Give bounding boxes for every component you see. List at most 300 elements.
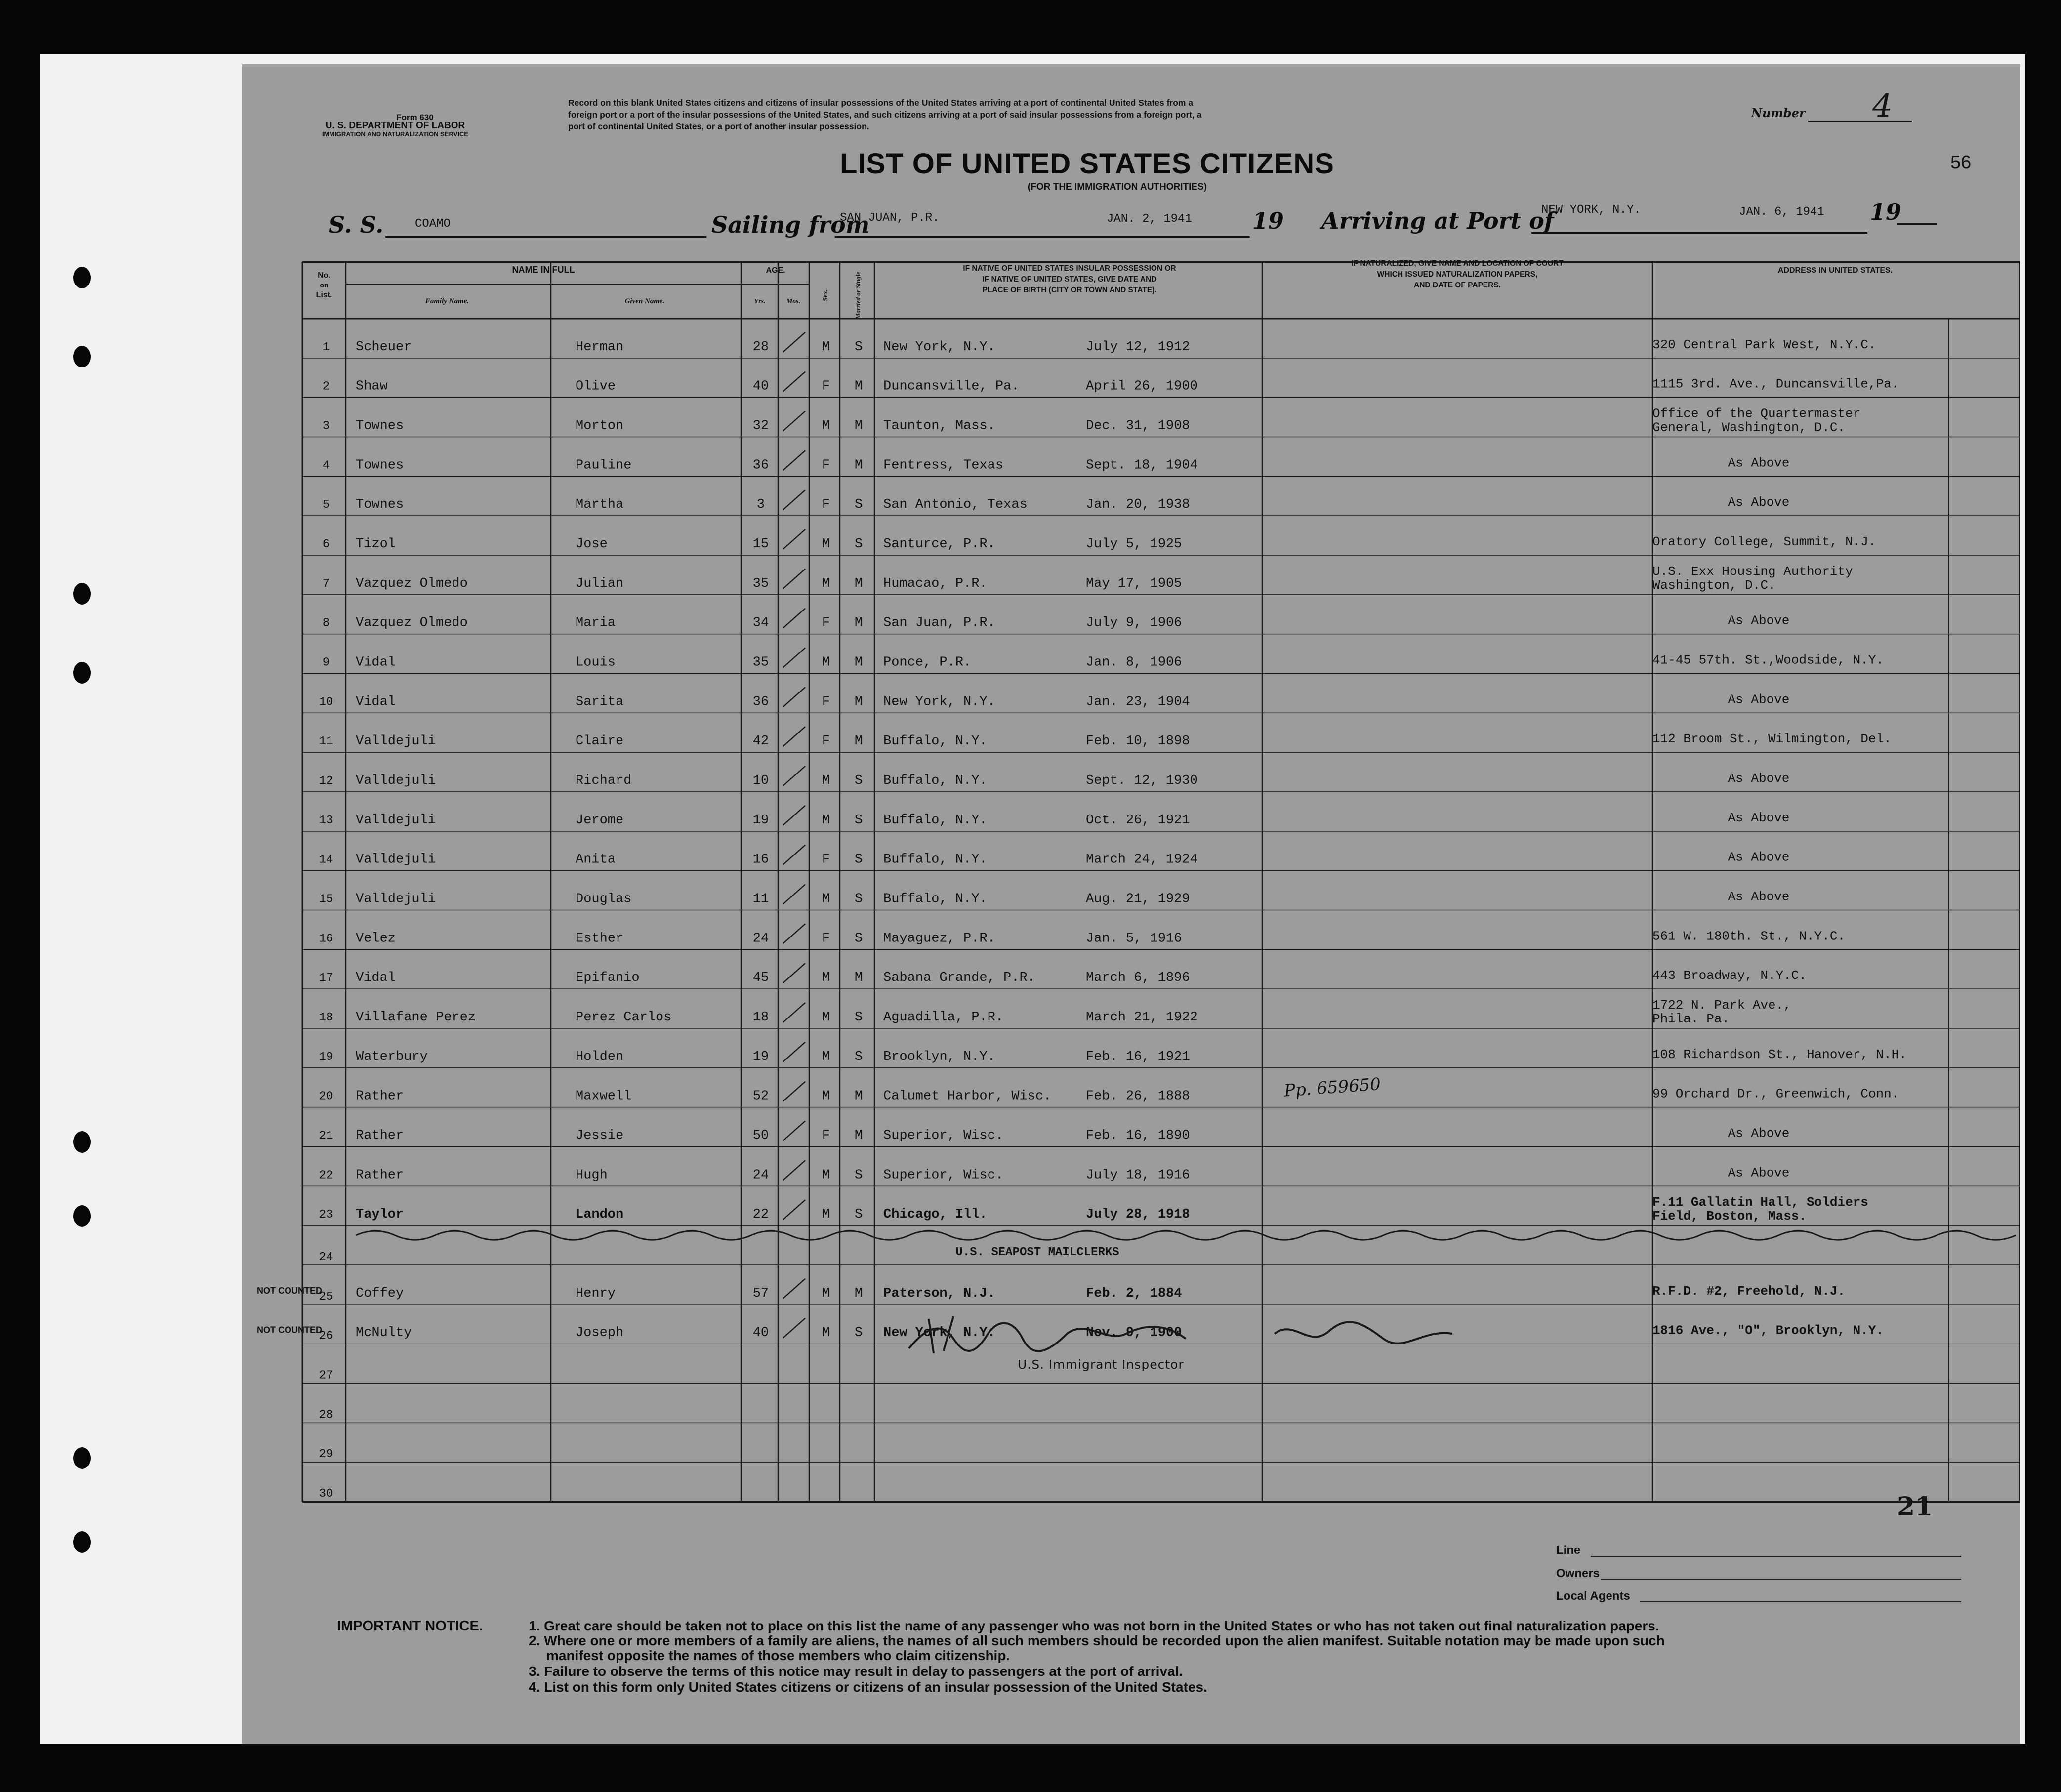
departure-year-label: 19	[1252, 207, 1284, 234]
col-header-name: NAME IN FULL	[512, 265, 575, 275]
sex: M	[822, 1286, 830, 1301]
sex: M	[822, 1010, 830, 1025]
sex: M	[822, 1089, 830, 1104]
address: Field, Boston, Mass.	[1652, 1209, 1807, 1224]
family-name: Tizol	[356, 537, 396, 552]
col-header-given: Given Name.	[624, 297, 665, 305]
birth-date: Feb. 2, 1884	[1086, 1286, 1182, 1301]
birth-place: New York, N.Y.	[883, 1325, 995, 1341]
age-years: 3	[756, 497, 765, 513]
row-number: 19	[319, 1050, 333, 1064]
notice-item: 3. Failure to observe the terms of this notice may result in delay to passengers at the port of arrival.	[529, 1664, 1183, 1679]
col-header-birth: IF NATIVE OF UNITED STATES INSULAR POSSESSION OR	[963, 264, 1176, 273]
corner-number: 21	[1897, 1492, 1933, 1522]
birth-place: San Antonio, Texas	[883, 497, 1028, 513]
form-subtitle: (FOR THE IMMIGRATION AUTHORITIES)	[1028, 182, 1207, 192]
col-header-naturalized: AND DATE OF PAPERS.	[1414, 281, 1501, 289]
sailing-from: SAN JUAN, P.R.	[840, 211, 940, 225]
age-months-tick	[783, 727, 805, 746]
age-months-tick	[783, 648, 805, 668]
naturalization-note: Pp. 659650	[1283, 1074, 1382, 1101]
family-name: Vazquez Olmedo	[356, 576, 468, 591]
birth-date: March 24, 1924	[1086, 852, 1198, 867]
family-name: McNulty	[356, 1325, 412, 1341]
col-header-no: on	[320, 281, 329, 289]
marital-status: S	[854, 1168, 863, 1183]
marital-status: S	[854, 537, 863, 552]
sex: F	[822, 458, 830, 473]
sex: F	[822, 615, 830, 631]
age-months-tick	[783, 1160, 805, 1180]
age-years: 35	[752, 576, 769, 591]
col-header-no: List.	[316, 291, 332, 299]
address: As Above	[1728, 850, 1790, 865]
marital-status: M	[854, 655, 863, 670]
address: 443 Broadway, N.Y.C.	[1652, 968, 1807, 983]
given-name: Jerome	[576, 813, 624, 828]
address: R.F.D. #2, Freehold, N.J.	[1652, 1283, 1846, 1299]
age-months-tick	[783, 1279, 805, 1299]
birth-date: July 28, 1918	[1086, 1207, 1190, 1222]
birth-date: Feb. 16, 1921	[1086, 1049, 1190, 1064]
sex: M	[822, 576, 830, 591]
arrival-year-label: 19	[1870, 199, 1902, 225]
given-name: Sarita	[576, 694, 624, 710]
birth-date: March 21, 1922	[1086, 1010, 1198, 1025]
marital-status: S	[854, 1049, 863, 1064]
row-number: 2	[322, 380, 330, 394]
family-name: Rather	[356, 1089, 404, 1104]
sex: M	[822, 537, 830, 552]
birth-date: Sept. 18, 1904	[1086, 458, 1198, 473]
age-years: 16	[752, 852, 769, 867]
form-title: LIST OF UNITED STATES CITIZENS	[840, 148, 1334, 180]
birth-place: Santurce, P.R.	[883, 537, 995, 552]
birth-date: July 5, 1925	[1086, 537, 1182, 552]
family-name: Shaw	[356, 379, 388, 394]
age-years: 19	[752, 813, 769, 828]
row-number: 14	[319, 853, 333, 867]
owners-label: Owners	[1556, 1567, 1600, 1580]
row-number: 3	[322, 419, 330, 433]
owners-underline	[1601, 1579, 1961, 1580]
given-name: Jessie	[576, 1128, 624, 1143]
col-header-naturalized: IF NATURALIZED, GIVE NAME AND LOCATION OF COURT	[1351, 259, 1564, 268]
address: 108 Richardson St., Hanover, N.H.	[1652, 1047, 1907, 1062]
marital-status: M	[854, 418, 863, 434]
row-number: 4	[322, 459, 330, 473]
sex: M	[822, 892, 830, 907]
birth-place: Mayaguez, P.R.	[883, 931, 995, 946]
address: Office of the Quartermaster	[1652, 406, 1861, 421]
address: As Above	[1728, 455, 1790, 471]
address: As Above	[1728, 613, 1790, 628]
given-name: Henry	[576, 1286, 616, 1301]
arriving-label: Arriving at Port of	[1321, 207, 1554, 234]
notice-heading: IMPORTANT NOTICE.	[337, 1618, 483, 1634]
ship-name: COAMO	[415, 217, 451, 231]
marital-status: S	[854, 1325, 863, 1341]
age-years: 52	[752, 1089, 769, 1104]
row-number: 17	[319, 972, 333, 985]
given-name: Landon	[576, 1207, 624, 1222]
instruction-line: port of continental United States, or a port of another insular possession.	[568, 122, 869, 131]
address: Washington, D.C.	[1652, 577, 1776, 593]
family-name: Coffey	[356, 1286, 404, 1301]
row-number: 16	[319, 932, 333, 946]
marital-status: M	[854, 1286, 863, 1301]
age-years: 42	[752, 734, 769, 749]
age-years: 35	[752, 655, 769, 670]
birth-date: Feb. 16, 1890	[1086, 1128, 1190, 1143]
address: Phila. Pa.	[1652, 1012, 1730, 1026]
given-name: Joseph	[576, 1325, 624, 1341]
col-header-no: No.	[318, 271, 330, 280]
given-name: Douglas	[576, 892, 632, 907]
sex: M	[822, 1207, 830, 1222]
sex: F	[822, 1128, 830, 1143]
address: F.11 Gallatin Hall, Soldiers	[1652, 1195, 1868, 1210]
given-name: Morton	[576, 418, 624, 434]
marital-status: S	[854, 497, 863, 513]
notice-item: 1. Great care should be taken not to place on this list the name of any passenger who was not born in the United States or who has not taken out final naturalization papers.	[529, 1618, 1659, 1633]
marital-status: S	[854, 339, 863, 355]
birth-place: Buffalo, N.Y.	[883, 852, 988, 867]
address: As Above	[1728, 495, 1790, 510]
row-number: 12	[319, 774, 333, 788]
row-number: 29	[319, 1448, 333, 1462]
marital-status: S	[854, 1207, 863, 1222]
marital-status: S	[854, 931, 863, 946]
sex: F	[822, 852, 830, 867]
col-header-address: ADDRESS IN UNITED STATES.	[1777, 266, 1893, 275]
address: General, Washington, D.C.	[1652, 420, 1846, 435]
service-label: IMMIGRATION AND NATURALIZATION SERVICE	[322, 130, 469, 138]
birth-date: Dec. 31, 1908	[1086, 418, 1190, 434]
birth-date: Sept. 12, 1930	[1086, 774, 1198, 788]
age-months-tick	[783, 372, 805, 392]
address: 1115 3rd. Ave., Duncansville,Pa.	[1652, 376, 1899, 392]
sex: M	[822, 418, 830, 434]
page-number: 56	[1950, 152, 1972, 173]
row-number: 11	[319, 735, 333, 749]
col-header-yrs: Yrs.	[754, 298, 766, 305]
row-number: 1	[322, 340, 330, 354]
birth-date: July 9, 1906	[1086, 615, 1182, 631]
col-header-family: Family Name.	[425, 297, 469, 305]
row-number: 20	[319, 1090, 333, 1103]
family-name: Vidal	[356, 655, 396, 670]
instruction-line: foreign port or a port of the insular possessions of the United States, and such citizens arriving at a port of said insular possessions from a foreign port, a	[568, 110, 1202, 120]
wavy-divider	[356, 1231, 2016, 1240]
age-years: 15	[752, 537, 769, 552]
given-name: Louis	[576, 655, 616, 670]
age-months-tick	[783, 687, 805, 707]
birth-place: Brooklyn, N.Y.	[883, 1049, 995, 1064]
birth-date: April 26, 1900	[1086, 379, 1198, 394]
birth-date: Jan. 23, 1904	[1086, 694, 1190, 710]
age-years: 50	[752, 1128, 769, 1143]
age-months-tick	[783, 1082, 805, 1101]
age-months-tick	[783, 569, 805, 589]
marital-status: M	[854, 734, 863, 749]
age-months-tick	[783, 450, 805, 470]
address: 1816 Ave., "O", Brooklyn, N.Y.	[1652, 1323, 1884, 1338]
birth-place: Superior, Wisc.	[883, 1128, 1004, 1143]
age-months-tick	[783, 1318, 805, 1338]
marital-status: M	[854, 576, 863, 591]
col-header-age: AGE.	[766, 266, 785, 275]
family-name: Townes	[356, 418, 404, 434]
given-name: Martha	[576, 497, 624, 513]
birth-place: Buffalo, N.Y.	[883, 892, 988, 907]
instruction-line: Record on this blank United States citizens and citizens of insular possessions of the United States arriving at a port of continental United States from a	[568, 98, 1194, 108]
sex: M	[822, 774, 830, 788]
birth-date: Nov. 9, 1900	[1086, 1325, 1182, 1341]
given-name: Anita	[576, 852, 616, 867]
marital-status: S	[854, 813, 863, 828]
number-label: Number	[1751, 106, 1806, 120]
row-number: 15	[319, 893, 333, 906]
sex: M	[822, 1325, 830, 1341]
address: 1722 N. Park Ave.,	[1652, 998, 1791, 1013]
row-number: 22	[319, 1169, 333, 1182]
row-number: 23	[319, 1208, 333, 1222]
given-name: Julian	[576, 576, 624, 591]
age-months-tick	[783, 490, 805, 510]
family-name: Townes	[356, 497, 404, 513]
notice-item: 2. Where one or more members of a family are aliens, the names of all such members should be recorded upon the alien manifest. Suitable notation may be made upon such	[529, 1633, 1665, 1648]
birth-place: Calumet Harbor, Wisc.	[883, 1089, 1052, 1104]
col-header-mos: Mos.	[786, 298, 801, 305]
address: As Above	[1728, 889, 1790, 904]
col-header-birth: PLACE OF BIRTH (CITY OR TOWN AND STATE).	[982, 286, 1157, 294]
marital-status: S	[854, 892, 863, 907]
col-header-married: Married or Single	[854, 271, 862, 320]
row-number: 25	[319, 1290, 333, 1303]
sailing-label: Sailing from	[711, 211, 870, 238]
sex: M	[822, 655, 830, 670]
agents-label: Local Agents	[1556, 1589, 1630, 1603]
age-years: 18	[752, 1010, 769, 1025]
age-years: 57	[752, 1286, 769, 1301]
family-name: Valldejuli	[356, 813, 436, 828]
given-name: Hugh	[576, 1168, 608, 1183]
age-months-tick	[783, 1042, 805, 1062]
ss-label: S. S.	[329, 211, 384, 238]
birth-date: July 12, 1912	[1086, 339, 1190, 355]
age-months-tick	[783, 806, 805, 825]
birth-place: Duncansville, Pa.	[883, 379, 1020, 394]
marital-status: M	[854, 1089, 863, 1104]
marital-status: S	[854, 1010, 863, 1025]
marital-status: M	[854, 458, 863, 473]
sex: F	[822, 931, 830, 946]
birth-date: Feb. 10, 1898	[1086, 734, 1190, 749]
birth-place: Taunton, Mass.	[883, 418, 995, 434]
sex: F	[822, 734, 830, 749]
birth-date: May 17, 1905	[1086, 576, 1182, 591]
arrival-port: NEW YORK, N.Y.	[1541, 204, 1641, 217]
sex: F	[822, 497, 830, 513]
given-name: Maria	[576, 615, 616, 631]
age-years: 36	[752, 458, 769, 473]
birth-date: Feb. 26, 1888	[1086, 1089, 1190, 1104]
birth-place: Fentress, Texas	[883, 458, 1004, 473]
address: 561 W. 180th. St., N.Y.C.	[1652, 929, 1846, 944]
address: As Above	[1728, 1165, 1790, 1181]
marital-status: M	[854, 694, 863, 710]
family-name: Velez	[356, 931, 396, 946]
sex: M	[822, 813, 830, 828]
birth-place: Ponce, P.R.	[883, 655, 972, 670]
marital-status: M	[854, 1128, 863, 1143]
birth-date: Jan. 20, 1938	[1086, 497, 1190, 513]
birth-date: Oct. 26, 1921	[1086, 813, 1190, 828]
given-name: Esther	[576, 931, 624, 946]
age-years: 34	[752, 615, 769, 631]
col-header-naturalized: WHICH ISSUED NATURALIZATION PAPERS,	[1377, 270, 1538, 279]
family-name: Valldejuli	[356, 774, 436, 788]
birth-date: Aug. 21, 1929	[1086, 892, 1190, 907]
birth-place: New York, N.Y.	[883, 339, 995, 355]
age-months-tick	[783, 332, 805, 352]
birth-place: New York, N.Y.	[883, 694, 995, 710]
birth-place: Paterson, N.J.	[883, 1286, 995, 1301]
department-label: U. S. DEPARTMENT OF LABOR	[325, 121, 465, 131]
family-name: Valldejuli	[356, 734, 436, 749]
family-name: Vazquez Olmedo	[356, 615, 468, 631]
address: As Above	[1728, 810, 1790, 825]
age-months-tick	[783, 766, 805, 786]
age-years: 19	[752, 1049, 769, 1064]
inspector-title: U.S. Immigrant Inspector	[1018, 1357, 1184, 1372]
birth-date: Jan. 5, 1916	[1086, 931, 1182, 946]
not-counted-stamp: NOT COUNTED	[257, 1285, 322, 1296]
given-name: Perez Carlos	[576, 1010, 672, 1025]
age-years: 32	[752, 418, 769, 434]
row-number: 8	[322, 616, 330, 630]
row-number: 13	[319, 814, 333, 827]
given-name: Richard	[576, 774, 632, 788]
age-years: 28	[752, 339, 769, 355]
family-name: Villafane Perez	[356, 1010, 476, 1025]
col-header-sex: Sex.	[822, 289, 829, 302]
notice-item: manifest opposite the names of those members who claim citizenship.	[546, 1648, 1010, 1663]
section-heading: U.S. SEAPOST MAILCLERKS	[955, 1246, 1119, 1259]
age-years: 24	[752, 931, 769, 946]
age-months-tick	[783, 609, 805, 628]
row-number: 30	[319, 1487, 333, 1501]
family-name: Rather	[356, 1168, 404, 1183]
age-years: 45	[752, 971, 769, 986]
number-value: 4	[1872, 88, 1893, 124]
family-name: Vidal	[356, 971, 396, 986]
birth-date: March 6, 1896	[1086, 971, 1190, 986]
birth-date: July 18, 1916	[1086, 1168, 1190, 1183]
row-number: 6	[322, 538, 330, 551]
birth-place: Buffalo, N.Y.	[883, 813, 988, 828]
birth-place: Sabana Grande, P.R.	[883, 971, 1035, 986]
age-months-tick	[783, 1200, 805, 1220]
sex: M	[822, 339, 830, 355]
address: Oratory College, Summit, N.J.	[1652, 534, 1876, 549]
family-name: Townes	[356, 458, 404, 473]
col-header-birth: IF NATIVE OF UNITED STATES, GIVE DATE AND	[982, 275, 1157, 284]
arrival-date: JAN. 6, 1941	[1739, 205, 1824, 219]
sex: M	[822, 1168, 830, 1183]
address: 320 Central Park West, N.Y.C.	[1652, 337, 1876, 352]
age-years: 40	[752, 379, 769, 394]
family-name: Valldejuli	[356, 852, 436, 867]
given-name: Claire	[576, 734, 624, 749]
family-name: Taylor	[356, 1207, 404, 1222]
family-name: Valldejuli	[356, 892, 436, 907]
given-name: Holden	[576, 1049, 624, 1064]
age-months-tick	[783, 529, 805, 549]
sex: F	[822, 694, 830, 710]
sex: M	[822, 971, 830, 986]
given-name: Epifanio	[576, 971, 640, 986]
family-name: Vidal	[356, 694, 396, 710]
age-years: 22	[752, 1207, 769, 1222]
marital-status: M	[854, 615, 863, 631]
family-name: Waterbury	[356, 1049, 428, 1064]
row-number: 9	[322, 656, 330, 670]
age-months-tick	[783, 924, 805, 943]
row-number: 10	[319, 695, 333, 709]
age-months-tick	[783, 1003, 805, 1022]
form-number: Form 630	[396, 113, 434, 122]
age-months-tick	[783, 411, 805, 431]
marital-status: M	[854, 379, 863, 394]
birth-place: Buffalo, N.Y.	[883, 774, 988, 788]
birth-place: Chicago, Ill.	[883, 1207, 988, 1222]
age-months-tick	[783, 1121, 805, 1141]
agents-underline	[1640, 1601, 1961, 1602]
row-number: 21	[319, 1129, 333, 1143]
not-counted-stamp: NOT COUNTED	[257, 1325, 322, 1335]
age-months-tick	[783, 885, 805, 904]
age-months-tick	[783, 963, 805, 983]
row-number: 26	[319, 1329, 333, 1343]
address: As Above	[1728, 771, 1790, 786]
given-name: Maxwell	[576, 1089, 632, 1104]
birth-place: Humacao, P.R.	[883, 576, 988, 591]
notice-item: 4. List on this form only United States citizens or citizens of an insular possession of the United States.	[529, 1679, 1207, 1695]
family-name: Scheuer	[356, 339, 412, 355]
given-name: Herman	[576, 339, 624, 355]
age-years: 40	[752, 1325, 769, 1341]
age-years: 10	[752, 774, 769, 788]
sex: M	[822, 1049, 830, 1064]
row-number: 27	[319, 1369, 333, 1383]
line-label: Line	[1556, 1544, 1581, 1557]
row-number: 5	[322, 498, 330, 512]
age-years: 36	[752, 694, 769, 710]
departure-date: JAN. 2, 1941	[1107, 212, 1192, 226]
address: As Above	[1728, 1126, 1790, 1141]
line-underline	[1591, 1556, 1961, 1557]
age-years: 11	[752, 892, 769, 907]
age-months-tick	[783, 845, 805, 865]
marital-status: S	[854, 774, 863, 788]
address: 112 Broom St., Wilmington, Del.	[1652, 732, 1892, 747]
row-number: 7	[322, 577, 330, 591]
birth-place: Superior, Wisc.	[883, 1168, 1004, 1183]
row-number: 28	[319, 1408, 333, 1422]
address: U.S. Exx Housing Authority	[1652, 564, 1853, 579]
